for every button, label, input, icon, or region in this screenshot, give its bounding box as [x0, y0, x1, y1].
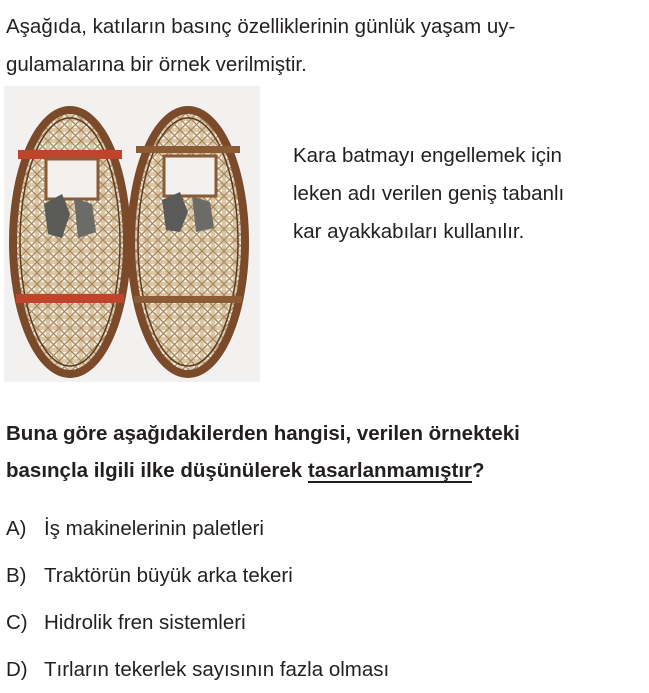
intro-text: [6, 8, 642, 84]
option-d[interactable]: [6, 646, 646, 693]
option-a-text: İş makinelerinin paletleri: [44, 516, 264, 540]
option-b-text: Traktörün büyük arka tekeri: [44, 563, 293, 587]
question-line-2: basınçla ilgili ilke düşünülerek: [6, 459, 308, 482]
caption-line-2: leken adı verilen geniş tabanlı: [293, 182, 565, 205]
left-snowshoe: [13, 110, 127, 374]
question-line-1: Buna göre aşağıdakilerden hangisi, verilen örnekteki: [6, 422, 520, 445]
figure-caption: [293, 137, 638, 251]
question-emphasis: tasarlanmamıştır: [307, 459, 472, 482]
caption-line-1: Kara batmayı engellemek için: [293, 144, 562, 167]
caption-line-3: kar ayakkabıları kullanılır.: [293, 220, 525, 243]
question-mark: ?: [472, 459, 485, 482]
intro-line-2: gulamalarına bir örnek verilmiştir.: [6, 53, 307, 76]
snowshoes-illustration: [4, 86, 260, 382]
option-c-text: Hidrolik fren sistemleri: [44, 610, 246, 634]
answer-options: [6, 505, 646, 693]
snowshoes-photo: [4, 86, 260, 382]
option-a-letter: A): [6, 516, 27, 540]
option-c[interactable]: [6, 599, 646, 646]
question-stem: [6, 415, 646, 489]
option-b[interactable]: [6, 552, 646, 599]
intro-line-1: Aşağıda, katıların basınç özelliklerinin günlük yaşam uy-: [6, 15, 516, 38]
option-d-text: Tırların tekerlek sayısının fazla olması: [44, 657, 390, 681]
option-d-letter: D): [6, 657, 28, 681]
option-b-letter: B): [6, 563, 27, 587]
option-c-letter: C): [6, 610, 28, 634]
option-a[interactable]: [6, 505, 646, 552]
right-snowshoe: [131, 110, 245, 374]
